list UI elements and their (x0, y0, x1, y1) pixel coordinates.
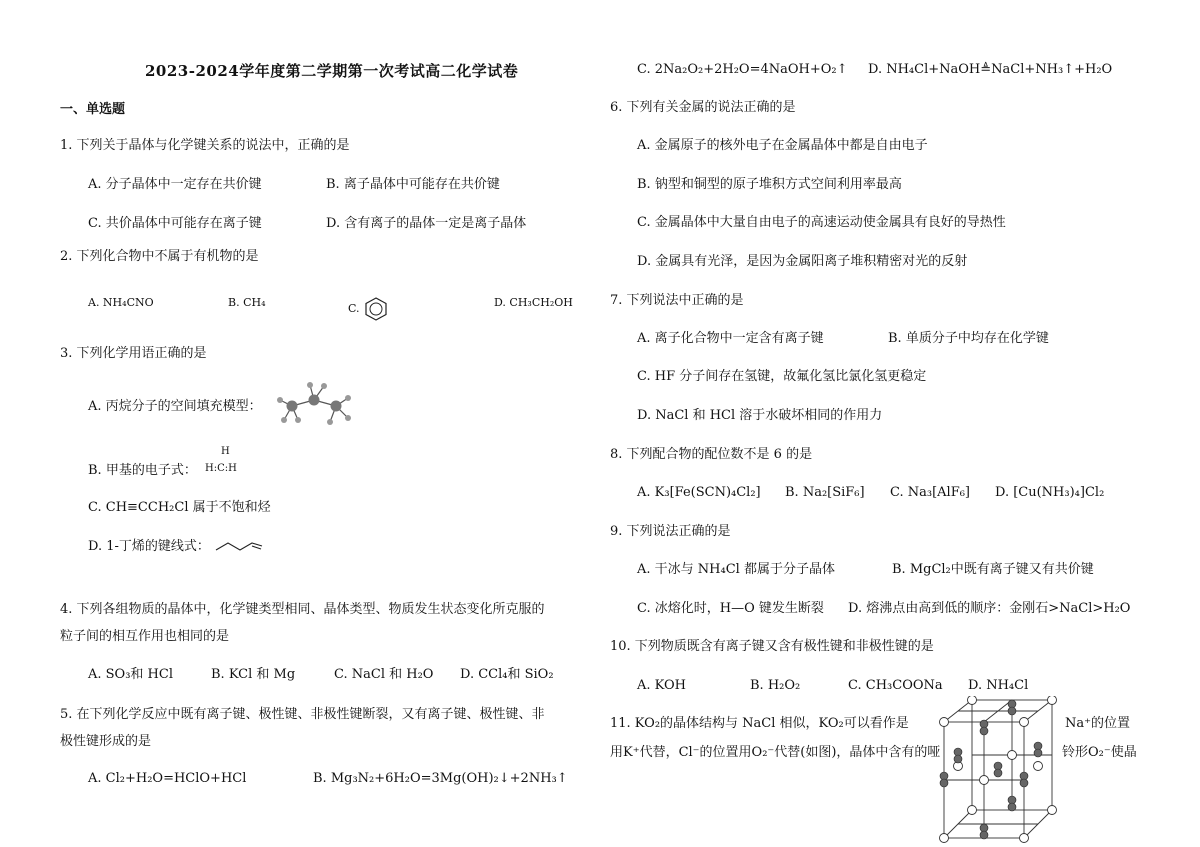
question-10-option-b[interactable]: B. H₂O₂ (750, 678, 801, 693)
question-8-option-d[interactable]: D. [Cu(NH₃)₄]Cl₂ (995, 485, 1105, 500)
question-1-option-b[interactable]: B. 离子晶体中可能存在共价键 (326, 177, 500, 192)
question-8-stem: 8. 下列配合物的配位数不是 6 的是 (610, 447, 813, 462)
question-9-option-b[interactable]: B. MgCl₂中既有离子键又有共价键 (892, 562, 1094, 577)
question-3-option-b[interactable]: B. 甲基的电子式： (88, 463, 197, 478)
question-9-stem: 9. 下列说法正确的是 (610, 524, 731, 539)
question-6-option-a[interactable]: A. 金属原子的核外电子在金属晶体中都是自由电子 (637, 138, 928, 153)
question-3-option-a[interactable] (88, 399, 262, 415)
question-10-option-d[interactable]: D. NH₄Cl (968, 678, 1029, 693)
question-5-option-a[interactable]: A. Cl₂+H₂O=HClO+HCl (88, 771, 247, 786)
methyl-electron-formula-top: H (221, 446, 230, 457)
question-1-option-c[interactable]: C. 共价晶体中可能存在离子键 (88, 216, 262, 231)
propane-space-filling-model-icon (270, 380, 356, 428)
question-1-option-a[interactable]: A. 分子晶体中一定存在共价键 (88, 177, 262, 192)
question-5-option-c[interactable]: C. 2Na₂O₂+2H₂O=4NaOH+O₂↑ (637, 62, 848, 77)
question-9-option-d[interactable]: D. 熔沸点由高到低的顺序：金刚石>NaCl>H₂O (848, 601, 1131, 616)
question-4-option-d[interactable]: D. CCl₄和 SiO₂ (460, 667, 554, 682)
question-5-stem-line1: 5. 在下列化学反应中既有离子键、极性键、非极性键断裂，又有离子键、极性键、非 (60, 707, 545, 722)
question-3-stem: 3. 下列化学用语正确的是 (60, 346, 207, 361)
question-5-option-d[interactable]: D. NH₄Cl+NaOH≜NaCl+NH₃↑+H₂O (868, 62, 1113, 77)
question-8-option-c[interactable]: C. Na₃[AlF₆] (890, 485, 971, 500)
question-8-option-a[interactable]: A. K₃[Fe(SCN)₄Cl₂] (637, 485, 761, 500)
question-4-option-b[interactable]: B. KCl 和 Mg (211, 667, 296, 682)
question-9-option-c[interactable]: C. 冰熔化时，H—O 键发生断裂 (637, 601, 824, 616)
question-2-option-b[interactable]: B. CH₄ (228, 296, 266, 309)
question-6-option-d[interactable]: D. 金属具有光泽，是因为金属阳离子堆积精密对光的反射 (637, 254, 968, 269)
question-10-option-a[interactable]: A. KOH (637, 678, 687, 693)
question-2-option-c-label: C. (348, 302, 360, 315)
question-7-option-b[interactable]: B. 单质分子中均存在化学键 (888, 331, 1049, 346)
question-2-option-d[interactable]: D. CH₃CH₂OH (494, 296, 573, 309)
question-11-line1-right: Na⁺的位置 (1065, 716, 1130, 731)
question-3-option-c[interactable]: C. CH≡CCH₂Cl 属于不饱和烃 (88, 500, 271, 515)
question-4-option-a[interactable]: A. SO₃和 HCl (88, 667, 174, 682)
question-11-line1-left: 11. KO₂的晶体结构与 NaCl 相似，KO₂可以看作是 (610, 716, 909, 731)
question-8-option-b[interactable]: B. Na₂[SiF₆] (785, 485, 865, 500)
question-7-option-a[interactable]: A. 离子化合物中一定含有离子键 (637, 331, 824, 346)
question-6-option-b[interactable]: B. 钠型和铜型的原子堆积方式空间利用率最高 (637, 177, 902, 192)
question-7-option-c[interactable]: C. HF 分子间存在氢键，故氟化氢比氯化氢更稳定 (637, 369, 927, 384)
benzene-ring-icon (363, 296, 389, 322)
question-5-stem-line2: 极性键形成的是 (60, 734, 152, 749)
section-heading: 一、单选题 (60, 102, 126, 117)
exam-title: 2023-2024学年度第二学期第一次考试高二化学试卷 (145, 62, 519, 80)
question-11-line2-right: 铃形O₂⁻使晶 (1062, 745, 1137, 760)
question-5-option-b[interactable]: B. Mg₃N₂+6H₂O=3Mg(OH)₂↓+2NH₃↑ (313, 771, 568, 786)
question-10-stem: 10. 下列物质既含有离子键又含有极性键和非极性键的是 (610, 639, 934, 654)
ko2-crystal-structure-icon (938, 696, 1058, 846)
question-1-option-d[interactable]: D. 含有离子的晶体一定是离子晶体 (326, 216, 527, 231)
question-9-option-a[interactable]: A. 干冰与 NH₄Cl 都属于分子晶体 (637, 562, 835, 577)
question-4-option-c[interactable]: C. NaCl 和 H₂O (334, 667, 434, 682)
question-2-option-c[interactable] (348, 296, 389, 322)
question-11-line2-left: 用K⁺代替，Cl⁻的位置用O₂⁻代替(如图)，晶体中含有的哑 (610, 745, 941, 760)
question-3-option-a-label: A. 丙烷分子的空间填充模型： (88, 399, 262, 414)
question-3-option-d[interactable] (88, 539, 264, 555)
question-4-stem-line2: 粒子间的相互作用也相同的是 (60, 629, 230, 644)
question-6-option-c[interactable]: C. 金属晶体中大量自由电子的高速运动使金属具有良好的导热性 (637, 215, 1006, 230)
question-10-option-c[interactable]: C. CH₃COONa (848, 678, 943, 693)
question-2-stem: 2. 下列化合物中不属于有机物的是 (60, 249, 259, 264)
question-3-option-d-label: D. 1-丁烯的键线式： (88, 539, 210, 554)
methyl-electron-formula: H:C:H (205, 463, 237, 474)
question-4-stem-line1: 4. 下列各组物质的晶体中，化学键类型相同、晶体类型、物质发生状态变化所克服的 (60, 602, 545, 617)
question-7-stem: 7. 下列说法中正确的是 (610, 293, 744, 308)
butene-skeletal-formula-icon (214, 540, 264, 554)
question-1-stem: 1. 下列关于晶体与化学键关系的说法中，正确的是 (60, 138, 350, 153)
question-7-option-d[interactable]: D. NaCl 和 HCl 溶于水破坏相同的作用力 (637, 408, 883, 423)
question-6-stem: 6. 下列有关金属的说法正确的是 (610, 100, 796, 115)
question-2-option-a[interactable]: A. NH₄CNO (88, 296, 154, 309)
